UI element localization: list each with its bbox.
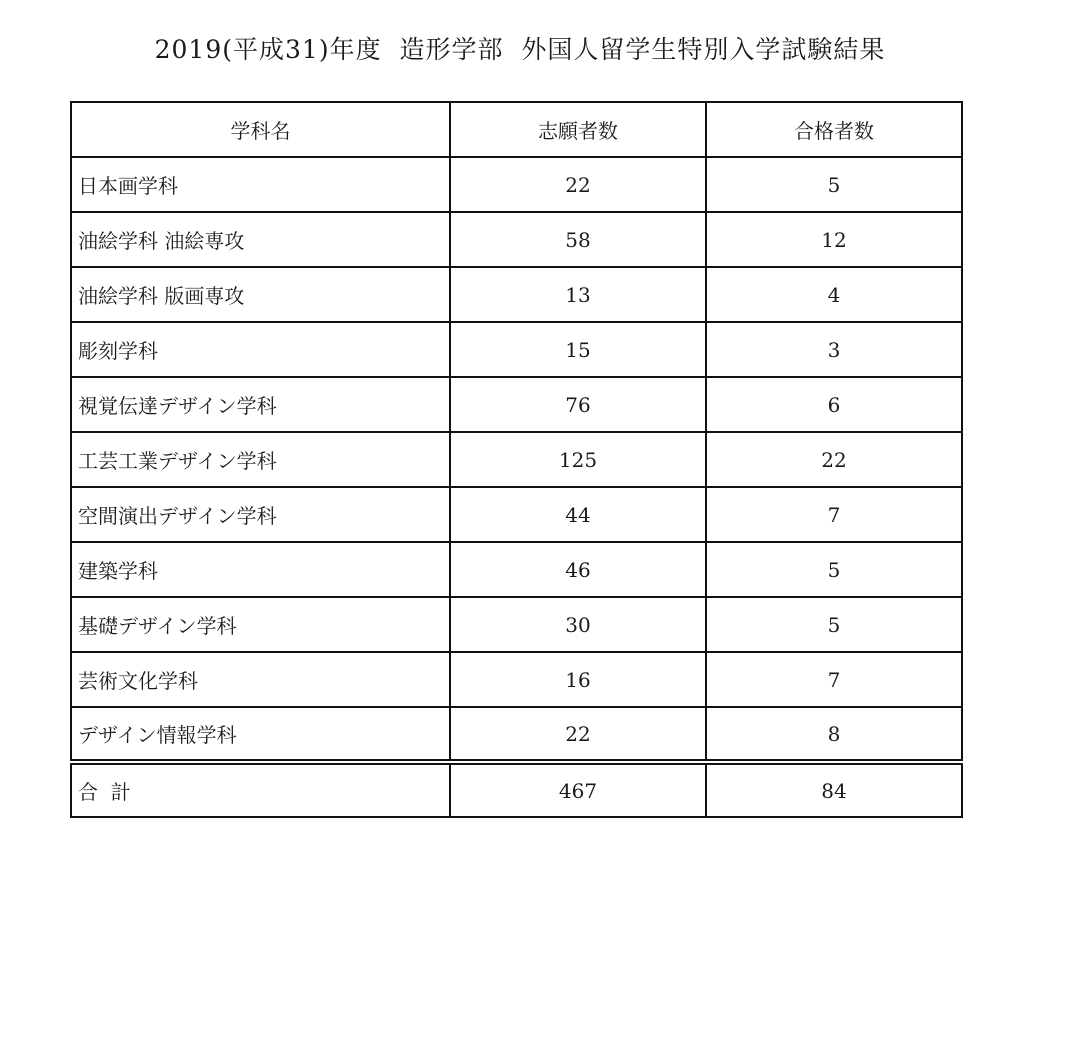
- applicant-count: 15: [450, 322, 706, 377]
- table-row: [71, 487, 962, 542]
- passed-count: 7: [706, 487, 962, 542]
- department-name: デザイン情報学科: [71, 707, 450, 762]
- passed-count: 5: [706, 542, 962, 597]
- total-row: [71, 762, 962, 817]
- applicant-count: 44: [450, 487, 706, 542]
- applicant-count: 58: [450, 212, 706, 267]
- passed-count: 4: [706, 267, 962, 322]
- department-name: 建築学科: [71, 542, 450, 597]
- table-row: [71, 707, 962, 762]
- table-row: [71, 432, 962, 487]
- applicant-count: 22: [450, 157, 706, 212]
- table-row: [71, 212, 962, 267]
- table-row: [71, 322, 962, 377]
- department-name: 芸術文化学科: [71, 652, 450, 707]
- department-name: 空間演出デザイン学科: [71, 487, 450, 542]
- table-row: [71, 267, 962, 322]
- total-label: 合 計: [71, 762, 450, 817]
- passed-count: 3: [706, 322, 962, 377]
- applicant-count: 22: [450, 707, 706, 762]
- department-name: 油絵学科 版画専攻: [71, 267, 450, 322]
- applicant-count: 16: [450, 652, 706, 707]
- department-name: 日本画学科: [71, 157, 450, 212]
- applicant-count: 46: [450, 542, 706, 597]
- passed-count: 12: [706, 212, 962, 267]
- passed-count: 8: [706, 707, 962, 762]
- passed-count: 7: [706, 652, 962, 707]
- table-row: [71, 597, 962, 652]
- applicant-count: 76: [450, 377, 706, 432]
- passed-count: 5: [706, 157, 962, 212]
- table-row: [71, 157, 962, 212]
- results-table: [70, 101, 963, 818]
- header-department: 学科名: [71, 102, 450, 157]
- table-row: [71, 377, 962, 432]
- header-applicants: 志願者数: [450, 102, 706, 157]
- applicant-count: 13: [450, 267, 706, 322]
- passed-count: 6: [706, 377, 962, 432]
- table-row: [71, 542, 962, 597]
- department-name: 彫刻学科: [71, 322, 450, 377]
- department-name: 工芸工業デザイン学科: [71, 432, 450, 487]
- table-row: [71, 652, 962, 707]
- page-title: 2019(平成31)年度 造形学部 外国人留学生特別入学試験結果: [154, 35, 886, 64]
- passed-count: 22: [706, 432, 962, 487]
- applicant-count: 30: [450, 597, 706, 652]
- passed-count: 5: [706, 597, 962, 652]
- department-name: 油絵学科 油絵専攻: [71, 212, 450, 267]
- applicant-count: 125: [450, 432, 706, 487]
- header-passed: 合格者数: [706, 102, 962, 157]
- total-passed: 84: [706, 762, 962, 817]
- department-name: 基礎デザイン学科: [71, 597, 450, 652]
- header-row: [71, 102, 962, 157]
- department-name: 視覚伝達デザイン学科: [71, 377, 450, 432]
- total-applicants: 467: [450, 762, 706, 817]
